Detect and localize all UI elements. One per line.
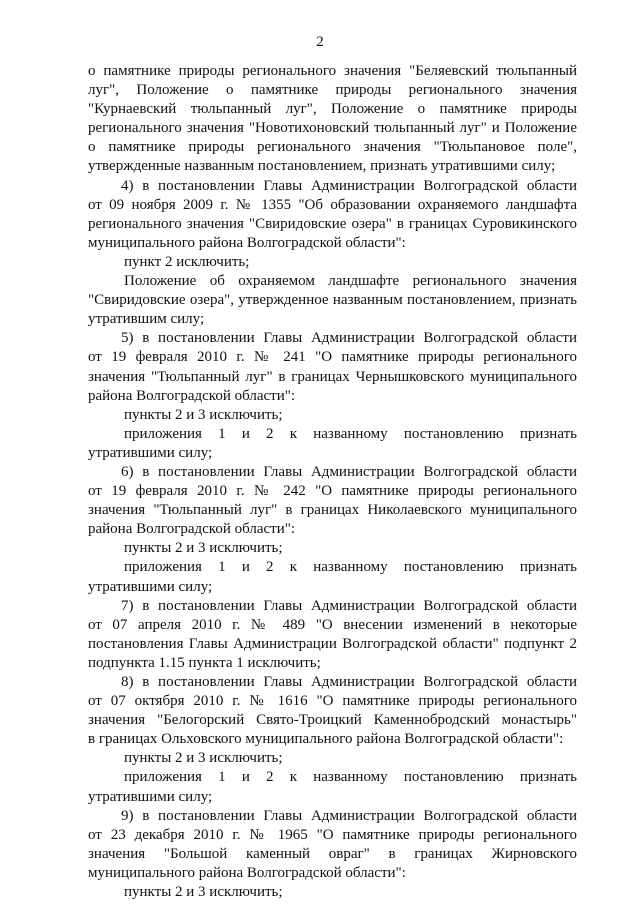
text-line: утратившим силу; — [88, 311, 205, 328]
text-line: о памятнике природы регионального значения "Беляевский тюльпанный — [88, 63, 577, 79]
text-line: луг", Положение о памятнике природы регионального значения — [88, 82, 577, 99]
text-line: пункт 2 исключить; — [124, 253, 250, 270]
text-line: муниципального района Волгоградской области": — [88, 234, 406, 251]
text-line: значения "Тюльпанный луг" в границах Чернышковского муниципального — [88, 368, 577, 385]
text-line: приложения 1 и 2 к названному постановлению признать — [124, 769, 577, 786]
text-line: 8) в постановлении Главы Администрации Волгоградской области — [121, 674, 577, 690]
text-line: регионального значения "Новотихоновский тюльпанный луг" и Положение — [88, 120, 577, 137]
text-line: от 19 февраля 2010 г. № 241 "О памятнике природы регионального — [88, 349, 577, 366]
text-line: 4) в постановлении Главы Администрации Волгоградской области — [121, 177, 577, 194]
text-line: значения "Белогорский Свято-Троицкий Каменнобродский монастырь" — [88, 712, 577, 729]
text-line: 7) в постановлении Главы Администрации Волгоградской области — [121, 597, 577, 614]
text-line: от 07 октября 2010 г. № 1616 "О памятнике природы регионального — [88, 693, 577, 710]
text-line: 6) в постановлении Главы Администрации Волгоградской области — [121, 463, 577, 480]
document-body — [88, 62, 577, 902]
text-line: регионального значения "Свиридовские озера" в границах Суровикинского — [88, 215, 577, 232]
text-line: 5) в постановлении Главы Администрации Волгоградской области — [121, 330, 577, 347]
text-line: от 09 ноября 2009 г. № 1355 "Об образовании охраняемого ландшафта — [88, 196, 577, 213]
text-line: утратившими силу; — [88, 788, 213, 805]
text-line: муниципального района Волгоградской области": — [88, 864, 406, 881]
text-line: пункты 2 и 3 исключить; — [124, 750, 283, 767]
text-line: значения "Тюльпанный луг" в границах Николаевского муниципального — [88, 502, 577, 519]
text-line: подпункта 1.15 пункта 1 исключить; — [88, 654, 321, 671]
text-line: утратившими силу; — [88, 444, 213, 461]
text-line: Положение об охраняемом ландшафте регионального значения — [124, 273, 577, 290]
text-line: пункты 2 и 3 исключить; — [124, 540, 283, 557]
text-line: о памятнике природы регионального значения "Тюльпановое поле", — [88, 139, 577, 156]
text-line: постановления Главы Администрации Волгоградской области" подпункт 2 — [88, 635, 577, 652]
page-number: 2 — [316, 34, 324, 50]
text-line: "Свиридовские озера", утвержденное названным постановлением, признать — [88, 292, 577, 309]
text-line: в границах Ольховского муниципального района Волгоградской области": — [88, 731, 564, 748]
text-line: района Волгоградской области": — [88, 521, 296, 538]
text-line: пункты 2 и 3 исключить; — [124, 406, 283, 423]
text-line: района Волгоградской области": — [88, 387, 296, 404]
text-line: пункты 2 и 3 исключить; — [124, 884, 283, 901]
text-line: от 23 декабря 2010 г. № 1965 "О памятнике природы регионального — [88, 826, 577, 843]
text-line: утвержденные названным постановлением, признать утратившими силу; — [88, 158, 556, 175]
text-line: приложения 1 и 2 к названному постановлению признать — [124, 559, 577, 576]
text-line: "Курнаевский тюльпанный луг", Положение о памятнике природы — [88, 101, 577, 118]
text-line: 9) в постановлении Главы Администрации Волгоградской области — [121, 807, 577, 824]
text-line: от 19 февраля 2010 г. № 242 "О памятнике природы регионального — [88, 483, 577, 500]
text-line: приложения 1 и 2 к названному постановлению признать — [124, 425, 577, 442]
text-line: от 07 апреля 2010 г. № 489 "О внесении изменений в некоторые — [88, 616, 577, 633]
text-line: значения "Большой каменный овраг" в границах Жирновского — [88, 845, 577, 862]
text-line: утратившими силу; — [88, 578, 213, 595]
